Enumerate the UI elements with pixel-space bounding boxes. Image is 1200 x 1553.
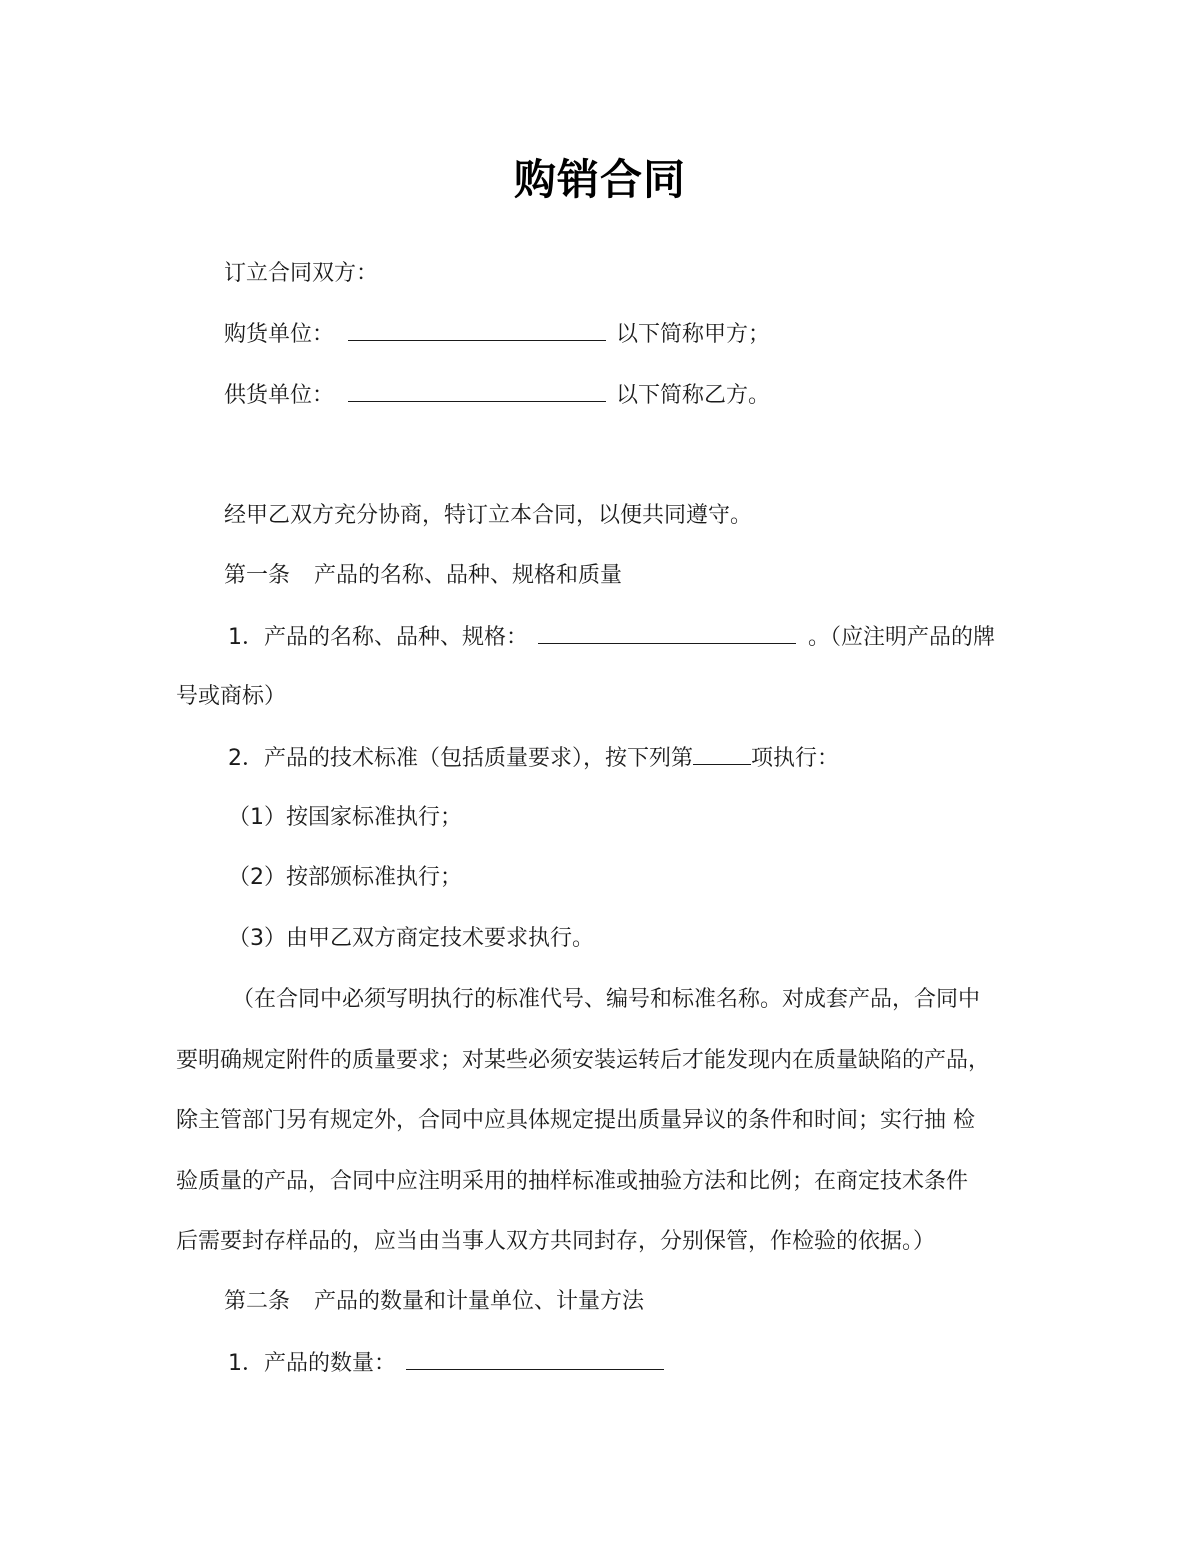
preamble: 经甲乙双方充分协商，特订立本合同，以便共同遵守。 — [224, 503, 753, 528]
seller-label: 供货单位： — [224, 383, 335, 408]
note-line: 后需要封存样品的，应当由当事人双方共同封存，分别保管，作检验的依据。） — [176, 1229, 936, 1254]
option-2: （2）按部颁标准执行； — [228, 865, 462, 890]
seller-suffix: 以下简称乙方。 — [616, 383, 771, 408]
note-line: 除主管部门另有规定外，合同中应具体规定提出质量异议的条件和时间；实行抽 检 — [176, 1108, 975, 1133]
article1-number: 第一条 — [224, 563, 291, 588]
standard-option-blank-field[interactable] — [693, 738, 751, 765]
article1-item2-suffix: 项执行： — [751, 746, 840, 771]
buyer-blank-field[interactable] — [348, 314, 606, 341]
article2-number: 第二条 — [224, 1289, 291, 1314]
note-line: 要明确规定附件的质量要求；对某些必须安装运转后才能发现内在质量缺陷的产品， — [176, 1048, 991, 1073]
note-line: 验质量的产品，合同中应注明采用的抽样标准或抽验方法和比例；在商定技术条件 — [176, 1169, 969, 1194]
parties-intro: 订立合同双方： — [224, 261, 379, 286]
article2-title: 产品的数量和计量单位、计量方法 — [314, 1289, 645, 1314]
article1-title: 产品的名称、品种、规格和质量 — [314, 563, 623, 588]
article2-item1 — [228, 1343, 676, 1383]
article2-heading — [224, 1282, 644, 1322]
article1-item2-prefix: 2．产品的技术标准（包括质量要求），按下列第 — [228, 746, 693, 771]
option-1: （1）按国家标准执行； — [228, 805, 462, 830]
seller-line — [224, 375, 770, 415]
buyer-suffix: 以下简称甲方； — [616, 322, 771, 347]
article2-item1-label: 1．产品的数量： — [228, 1351, 396, 1376]
quantity-blank-field[interactable] — [406, 1343, 664, 1370]
article1-item1 — [228, 617, 995, 657]
article1-item1-suffix: 。（应注明产品的牌 — [808, 625, 996, 650]
product-name-blank-field[interactable] — [538, 617, 796, 644]
article1-heading — [224, 556, 622, 596]
article1-item2 — [228, 738, 839, 778]
note-line: （在合同中必须写明执行的标准代号、编号和标准名称。对成套产品，合同中 — [232, 987, 981, 1012]
option-3: （3）由甲乙双方商定技术要求执行。 — [228, 926, 594, 951]
article1-item1-label: 1．产品的名称、品种、规格： — [228, 625, 528, 650]
buyer-line — [224, 314, 770, 354]
document-title: 购销合同 — [513, 155, 686, 204]
buyer-label: 购货单位： — [224, 322, 335, 347]
seller-blank-field[interactable] — [348, 375, 606, 402]
article1-item1-continuation: 号或商标） — [176, 684, 287, 709]
